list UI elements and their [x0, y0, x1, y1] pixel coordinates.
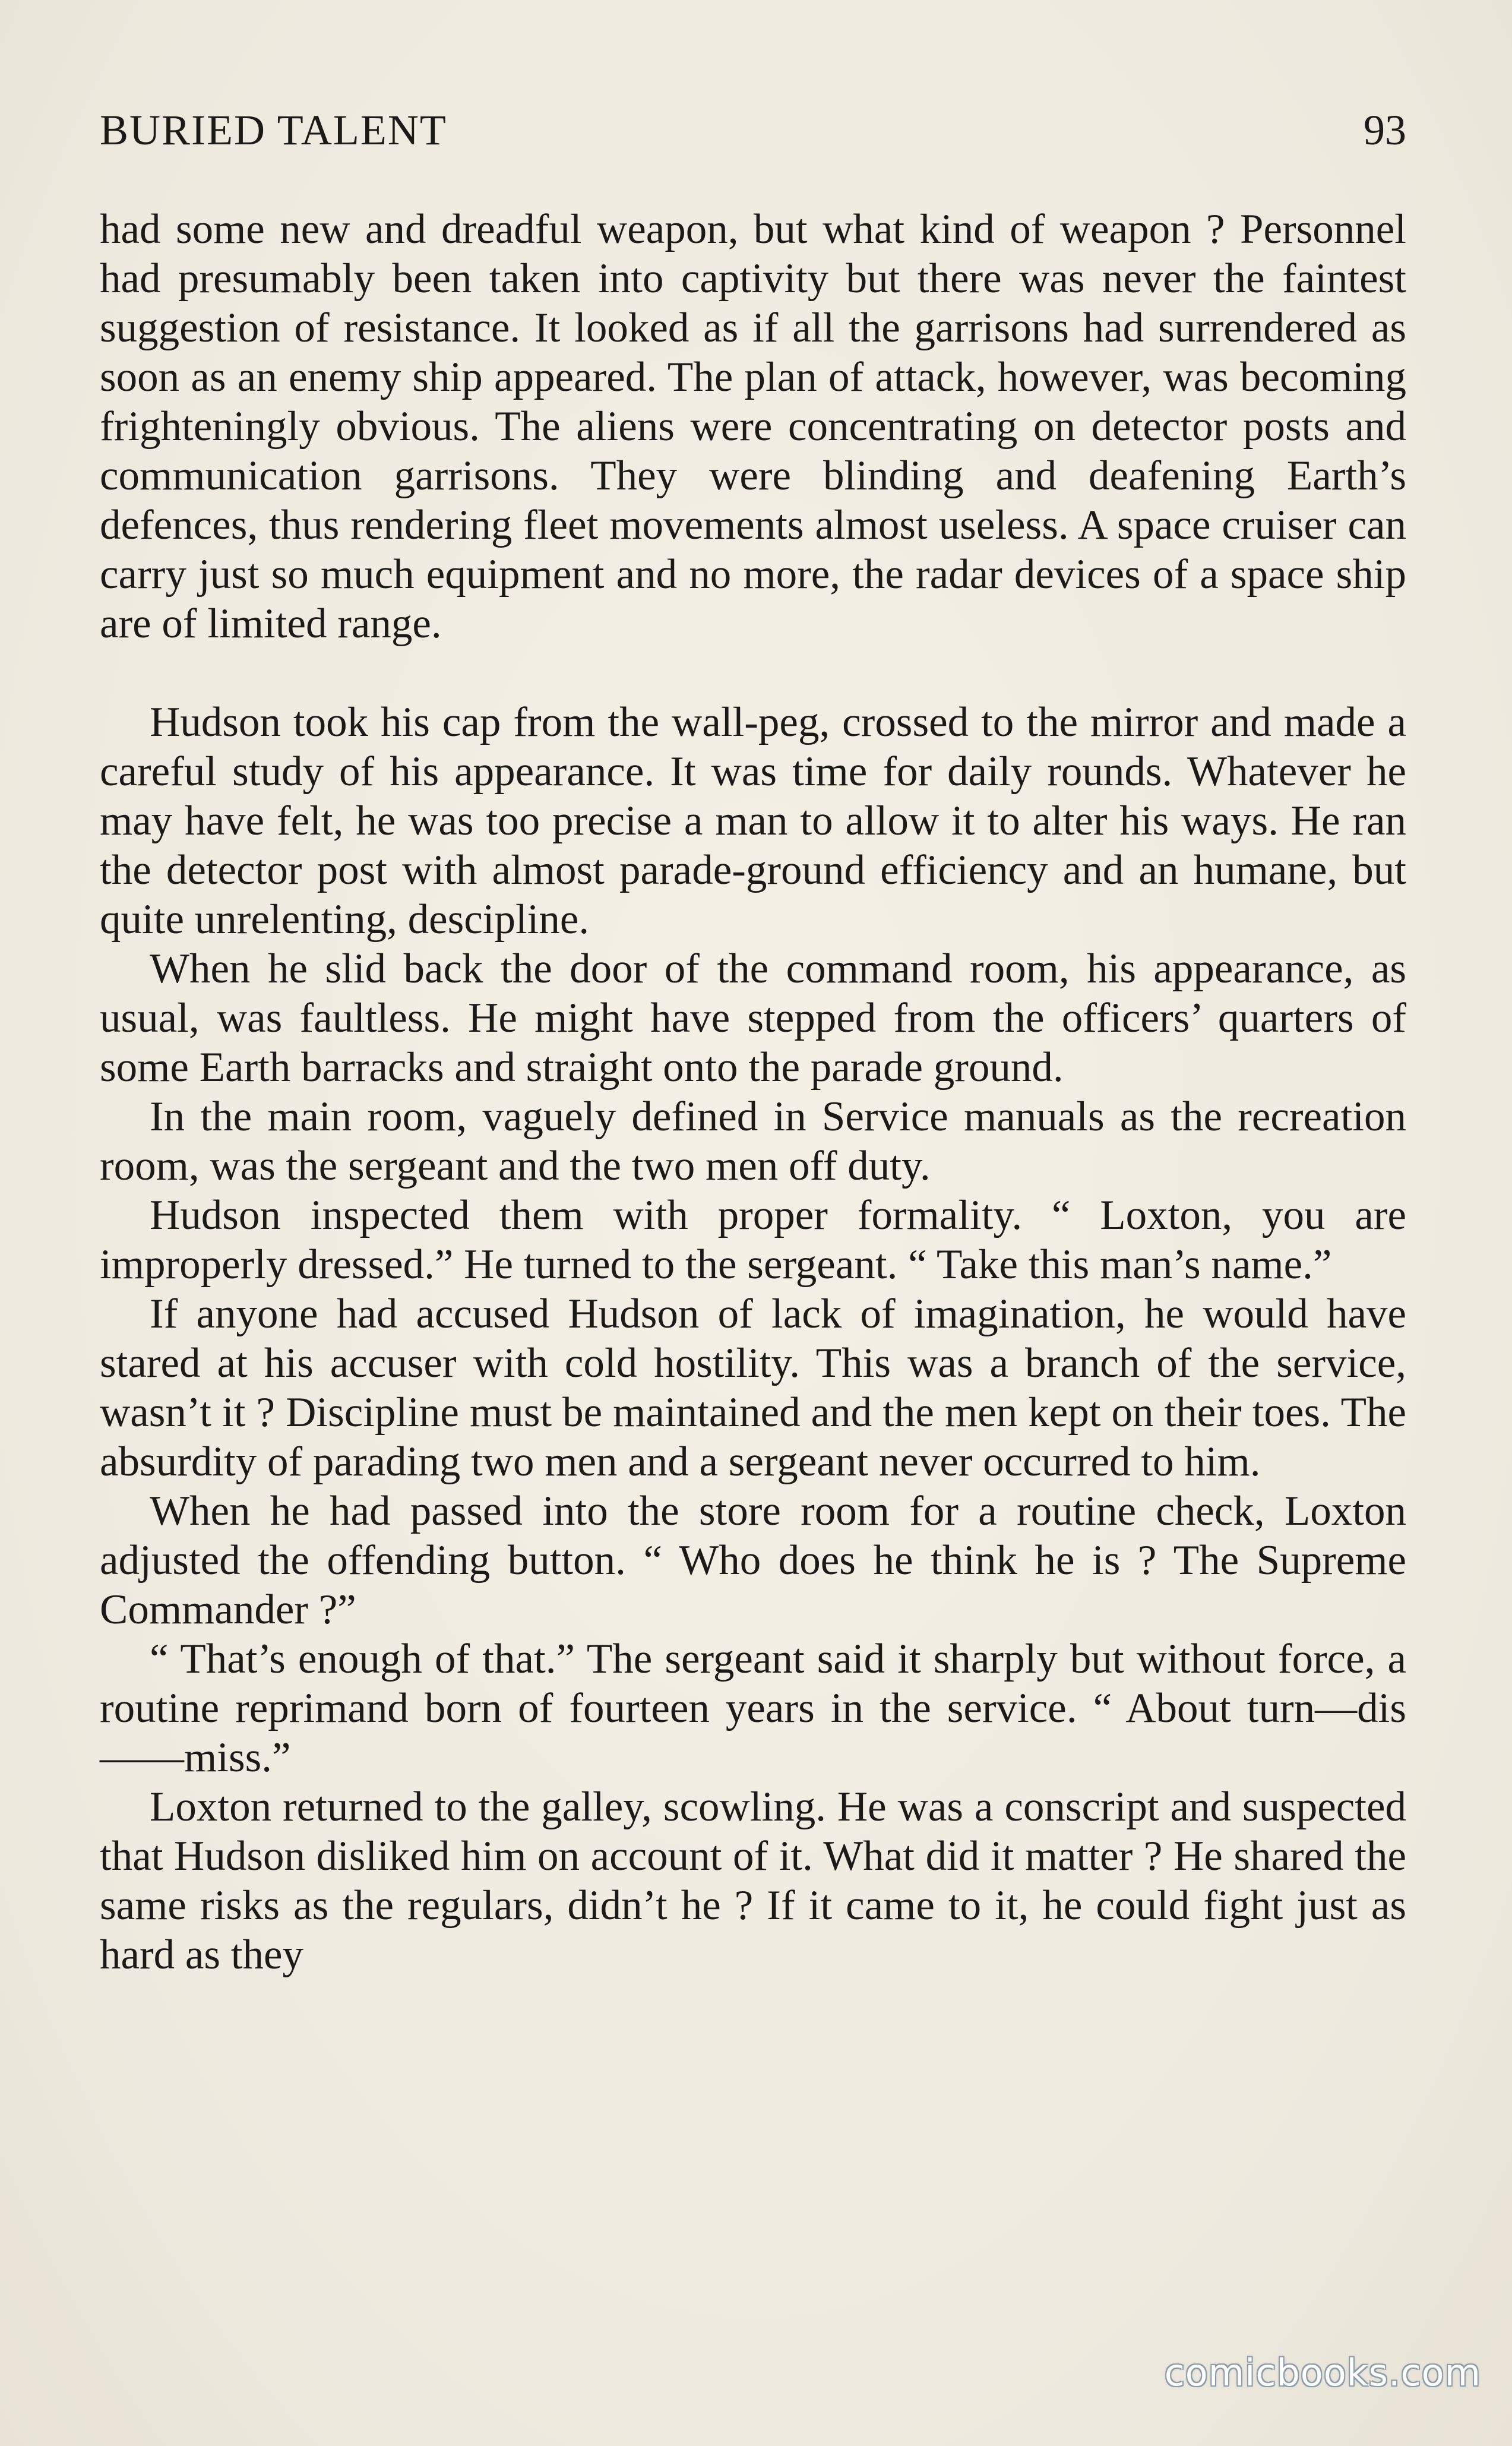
paragraph: Hudson inspected them with proper formality. “ Loxton, you are improperly dressed.” He turned to the sergeant. “ Take this man’s name.”	[100, 1192, 1406, 1288]
paragraph: If anyone had accused Hudson of lack of imagination, he would have stared at his accuser with cold hostility. This was a branch of the service, wasn’t it ? Discipline must be maintained and the men kept on their toes. The absurdity of parading two men and a sergeant never occurred to him.	[100, 1291, 1406, 1485]
paragraph: Loxton returned to the galley, scowling. He was a conscript and suspected that Hudson disliked him on account of it. What did it matter ? He shared the same risks as the regulars, didn’t he ? If it came to it, he could fight just as hard as they	[100, 1784, 1406, 1978]
paragraph: When he slid back the door of the command room, his appearance, as usual, was faultless. He might have stepped from the officers’ quarters of some Earth barracks and straight onto the parade ground.	[100, 946, 1406, 1091]
running-title: BURIED TALENT	[100, 106, 447, 154]
page-number: 93	[1364, 106, 1406, 154]
paragraph: Hudson took his cap from the wall-peg, crossed to the mirror and made a careful study of his appearance. It was time for daily rounds. Whatever he may have felt, he was too precise a man to allow it to alter his ways. He ran the detector post with almost parade-ground efficiency and an humane, but quite unrelenting, descipline.	[100, 699, 1406, 943]
body-text	[100, 205, 1406, 1980]
paragraph: When he had passed into the store room for a routine check, Loxton adjusted the offending button. “ Who does he think he is ? The Supreme Commander ?”	[100, 1488, 1406, 1633]
watermark: comicbooks.com	[1164, 2351, 1481, 2394]
page-header	[100, 106, 1406, 153]
paragraph: had some new and dreadful weapon, but what kind of weapon ? Personnel had presumably been taken into captivity but there was never the faintest suggestion of resistance. It looked as if all the garrisons had surrendered as soon as an enemy ship appeared. The plan of attack, however, was becoming frighteningly obvious. The aliens were concentrating on detector posts and communication garrisons. They were blinding and deafening Earth’s defences, thus rendering fleet movements almost useless. A space cruiser can carry just so much equipment and no more, the radar devices of a space ship are of limited range.	[100, 206, 1406, 647]
paragraph: “ That’s enough of that.” The sergeant said it sharply but without force, a routine reprimand born of fourteen years in the service. “ About turn—dis——miss.”	[100, 1636, 1406, 1781]
paragraph: In the main room, vaguely defined in Service manuals as the recreation room, was the sergeant and the two men off duty.	[100, 1094, 1406, 1189]
